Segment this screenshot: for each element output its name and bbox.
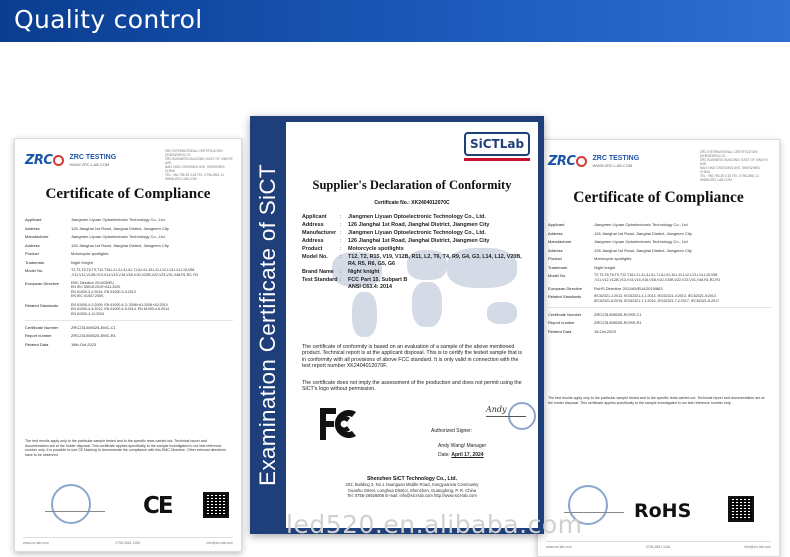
globe-icon bbox=[53, 155, 64, 166]
fcc-certificate[interactable] bbox=[250, 116, 544, 534]
certificate-footer: www.zrc-lab.com 0796-2661 1166 info@zrc-lab.com bbox=[23, 537, 233, 545]
qr-code-icon bbox=[728, 496, 754, 522]
zrc-wordmark: ZRC bbox=[548, 154, 576, 169]
certificate-title: Certificate of Compliance bbox=[573, 189, 744, 206]
certificate-note: The test results apply only to the particular sample tested and to the specific tests carried out. Technical report and documentation are at the holder disposal. This certificate applies specifically to the sample investigated in our test reference number only. It is possible to use CE Marking to demonstrate the compliance with this EMC Directive. Other relevant directives have to be observed. bbox=[25, 439, 226, 457]
zrc-address: ZRC INTERNATIONAL CERTIFICATION (SHENZHEN) CO. ZRC BUSINESS BUILDING, EAST OF XINGYE AVE, NAN XING CROSSING AVE, SHENZHEN, CHINA TEL: +86-755-28 0 28 TEL: 0796-2661 11 WWW.ZRC-LAB.COM bbox=[700, 150, 768, 182]
official-seal bbox=[51, 484, 91, 524]
certificate-number: Certificate No.: XK2404012070C bbox=[374, 200, 450, 206]
fcc-logo bbox=[316, 404, 364, 444]
vertical-certificate-title: Examination Certificate of SiCT bbox=[255, 164, 280, 486]
emc-certificate[interactable] bbox=[14, 138, 242, 552]
logo-underline bbox=[464, 158, 530, 161]
certificate-note: The test results apply only to the particular sample tested and to the specific tests carried out. Technical report and documentation are at the holder disposal. This certificate applies specifically to the sample investigated in our test reference number only. bbox=[548, 396, 765, 405]
signer-name: Andy Wang/ Manager bbox=[438, 443, 487, 449]
certificate-body bbox=[286, 122, 538, 528]
issue-date: Date: April 17, 2024 bbox=[438, 452, 484, 458]
authorized-signer-label: Authorized Signer: bbox=[431, 428, 473, 434]
signature-line bbox=[45, 511, 105, 512]
sict-logo: SiCTLab bbox=[464, 132, 530, 156]
certificate-footer: Shenzhen SiCT Technology Co., Ltd. 202, Building 3, No.1 Huanguan Middle Road, Songyuanxia Community Guanhu Street, Longhua District, Shenzhen, Guangdong, P. R. China Tel: 0755-26926006 E-mail: info@sict-lab.com http://www.sict-lab.com bbox=[345, 476, 479, 498]
ce-mark: CE bbox=[143, 493, 172, 519]
zrc-url: WWW.ZRC-LAB.COM bbox=[69, 162, 110, 167]
rohs-mark: RoHS bbox=[634, 500, 692, 522]
zrc-wordmark: ZRC bbox=[25, 153, 53, 168]
zrc-address: ZRC INTERNATIONAL CERTIFICATION (SHENZHEN) CO. ZRC BUSINESS BUILDING, EAST OF XINGYE AVE, NAN XING CROSSING AVE, SHENZHEN, CHINA TEL: +86-755-28 0 28 TEL: 0796-2661 11 WWW.ZRC-LAB.COM bbox=[165, 149, 233, 181]
header-bar bbox=[0, 0, 790, 42]
rohs-certificate[interactable] bbox=[537, 139, 780, 557]
qr-code-icon bbox=[203, 492, 229, 518]
conformity-statement: The certificate of conformity is based on an evaluation of a sample of the above mentioned product. Technical report is at the applicant disposal. This is to certify the tested sample that is in conformity with all provisions of above FCC standard. It is only valid in connection with the test report number XK2404012070F. bbox=[302, 344, 523, 370]
zrc-url: WWW.ZRC-LAB.COM bbox=[592, 163, 633, 168]
globe-icon bbox=[576, 156, 587, 167]
certificate-fields: Applicant Jiangmen Liyuan Optoelectronic Technology Co., Ltd. Address 126 Jianghai 1st Road, Jianghai District, Jiangmen City Manufacturer Jiangmen Liyuan Optoelectronic Technology Co., Ltd. Address 126 Jianghai 1st Road, Jianghai District, Jiangmen City Product Motorcycle spotlights Trademark Night knight Model No. T2,T3,T6,T8,T9,T12,T16,L2,L3,L4,L6,L7,L8,L9,L10,L11,L12,L13,L14,L15,V58 ,V11,V12,V1ZB,V13,V14,V15,V16,V1B,V1D,V20B,V22,V23,V31,V48,R1,R2,R3 European Directive RoHS Directive 2011/65/EU&2015/863 Related Standards IEC62321-1:2013, IEC62321-3-1:2013, IEC62321-4:2013, IEC62321-5:2013 IEC62321-6:2015, IEC62321-7-1:2015, IEC62321-7-2:2017, IEC62321-8:2017 Certificate Number ZRC231008025-ROHS-C1 Report number ZRC231008025-ROHS-R1 Related Data 18.Oct.2023 bbox=[548, 222, 771, 337]
zrc-brand-name: ZRC TESTING bbox=[592, 155, 640, 162]
certificate-title: Supplier's Declaration of Conformity bbox=[312, 178, 512, 192]
certificate-title: Certificate of Compliance bbox=[45, 186, 211, 202]
certificate-fields: Applicant : Jiangmen Liyuan Optoelectronic Technology Co., Ltd. Address : 126 Jianghai 1st Road, Jianghai District, Jiangmen City Manufacturer : Jiangmen Liyuan Optoelectronic Technology Co., Ltd. Address : 126 Jianghai 1st Road, Jianghai District, Jiangmen City Product : Motorcycle spotlights Model No. : T12, T2, R15, V19, V12B, R11, L2, T6, T4, R9, G4, G3, L14, L12, V20B, R4, R5, R6, G5, G6 Brand Name : Night knight Test Standard : FCC Part 15, Subpart B ANSI C63.4: 2014 bbox=[302, 214, 522, 290]
page-title: Quality control bbox=[14, 5, 203, 34]
certificates-stage bbox=[0, 42, 790, 549]
certificate-fields: Applicant Jiangmen Liyuan Optoelectronic Technology Co., Ltd. Address 126 Jianghai 1st Road, Jianghai District, Jiangmen City Manufacturer Jiangmen Liyuan Optoelectronic Technology Co., Ltd. Address 126 Jianghai 1st Road, Jianghai District, Jiangmen City Product Motorcycle spotlights Trademark Night Knight Model No. T2,T3,T6,T8,T9,T12,T16,L2,L3,L4,L6,L7,L8,L9,L10,L11,L12,L13,L14,L15,V58 ,V11,V12,V1ZB,V13,V14,V15,V16,V1B,V1D,V20B,V22,V23,V31,V48,R1,R2, R3 European Directive EMC Directive 2014/30/EU EN IEC 55015:2019+A11:2020, EN 61000-3-2:2014, EN 61000-3-3:2013 EN IEC 61547:2009, Related Standards EN 61000-4-2:2009, EN 61000-4-3: 2006+A1:2008+A2:2010 EN 61000-4-4:2012, EN 61000-4-5:2014, EN 61000-4-6:2014 EN 61000-4-11:2004 Certificate Number ZRC231008025-EMC-C1 Report number ZRC231008025-EMC-R1 Related Data 18th.Oct.2023 bbox=[25, 217, 233, 350]
signature: Andy bbox=[486, 405, 526, 417]
zrc-brand-name: ZRC TESTING bbox=[69, 154, 117, 161]
official-seal bbox=[508, 402, 536, 430]
zrc-logo bbox=[25, 153, 116, 168]
zrc-logo bbox=[548, 154, 639, 169]
certificate-footer: www.zrc-lab.com 0796-2661 1166 info@zrc-lab.com bbox=[546, 541, 771, 549]
watermark-text: led520.en.alibaba.com bbox=[286, 510, 583, 539]
disclaimer-statement: The certificate does not imply the assessment of the production and does not permit using the SiCT's logo without permission. bbox=[302, 380, 522, 393]
